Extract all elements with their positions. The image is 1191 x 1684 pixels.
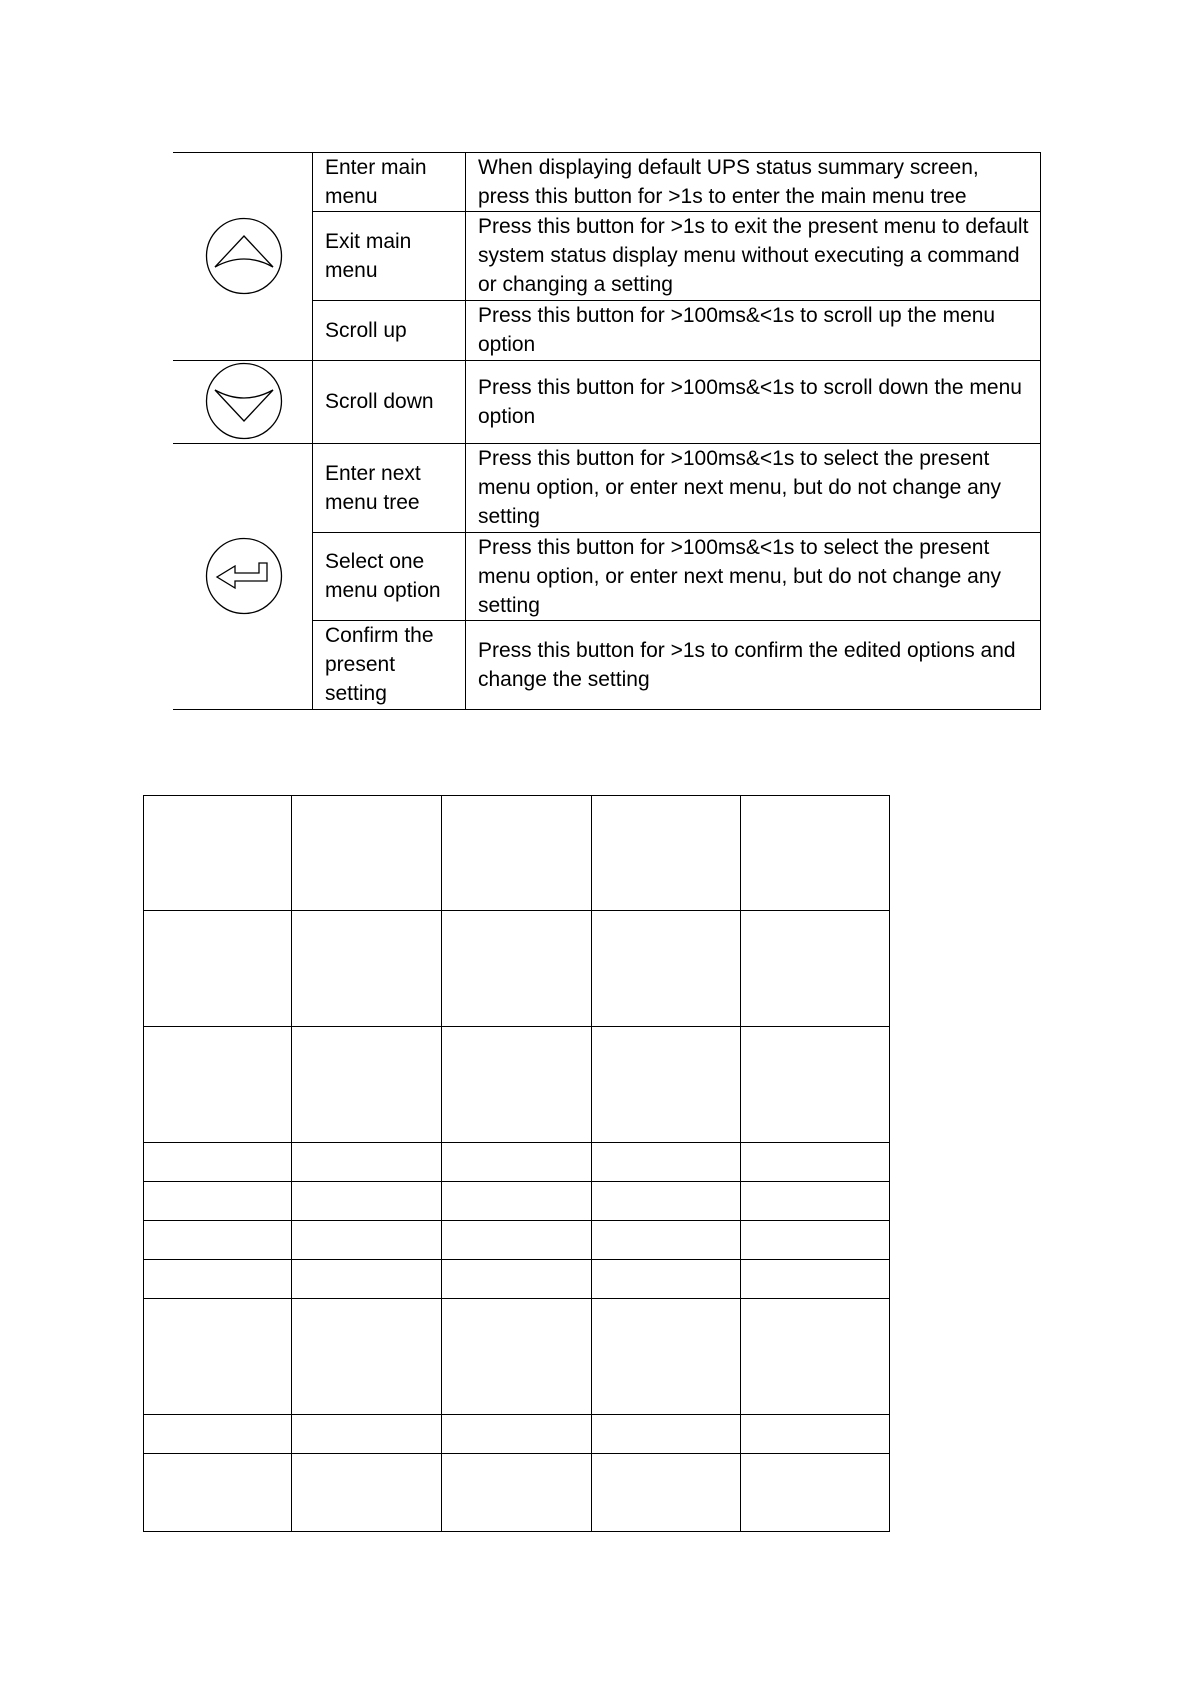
function-cell: Enter next menu tree	[325, 461, 421, 514]
description-cell: Press this button for >100ms&<1s to select the present menu option, or enter next menu, but do not change any setting	[478, 535, 1002, 617]
table-rule	[465, 152, 466, 710]
button-function-table	[173, 152, 1041, 710]
grid-rule	[143, 1298, 890, 1299]
grid-rule	[143, 1414, 890, 1415]
grid-rule	[143, 795, 890, 796]
grid-rule	[143, 795, 144, 1532]
grid-rule	[143, 1220, 890, 1221]
down-arrow-button-icon	[205, 362, 283, 440]
description-cell: Press this button for >100ms&<1s to select the present menu option, or enter next menu, but do not change any setting	[478, 447, 1002, 528]
grid-rule	[143, 910, 890, 911]
up-arrow-button-icon	[205, 217, 283, 295]
function-cell: Exit main menu	[325, 229, 412, 282]
grid-rule	[291, 795, 292, 1532]
table-rule	[1040, 152, 1041, 710]
description-cell: Press this button for >1s to exit the present menu to default system status display menu without executing a command or changing a setting	[478, 215, 1029, 296]
function-cell: Scroll down	[325, 390, 434, 413]
grid-rule	[143, 1142, 890, 1143]
table-rule	[312, 152, 313, 710]
grid-rule	[591, 795, 592, 1532]
enter-button-icon	[205, 537, 283, 615]
grid-rule	[143, 1259, 890, 1260]
grid-rule	[143, 1026, 890, 1027]
table-rule	[173, 709, 1041, 710]
description-cell: Press this button for >100ms&<1s to scroll down the menu option	[478, 375, 1022, 428]
function-cell: Enter main menu	[325, 155, 427, 208]
grid-rule	[740, 795, 741, 1532]
function-cell: Select one menu option	[325, 550, 441, 602]
description-cell: Press this button for >1s to confirm the edited options and change the setting	[478, 638, 1016, 691]
description-cell: When displaying default UPS status summary screen, press this button for >1s to enter the main menu tree	[478, 155, 979, 208]
empty-table-grid	[143, 795, 890, 1532]
function-cell: Scroll up	[325, 318, 407, 342]
function-cell: Confirm the present setting	[325, 624, 434, 705]
grid-rule	[889, 795, 890, 1532]
description-cell: Press this button for >100ms&<1s to scroll up the menu option	[478, 304, 996, 356]
grid-rule	[143, 1453, 890, 1454]
grid-rule	[143, 1181, 890, 1182]
grid-rule	[143, 1531, 890, 1532]
grid-rule	[441, 795, 442, 1532]
